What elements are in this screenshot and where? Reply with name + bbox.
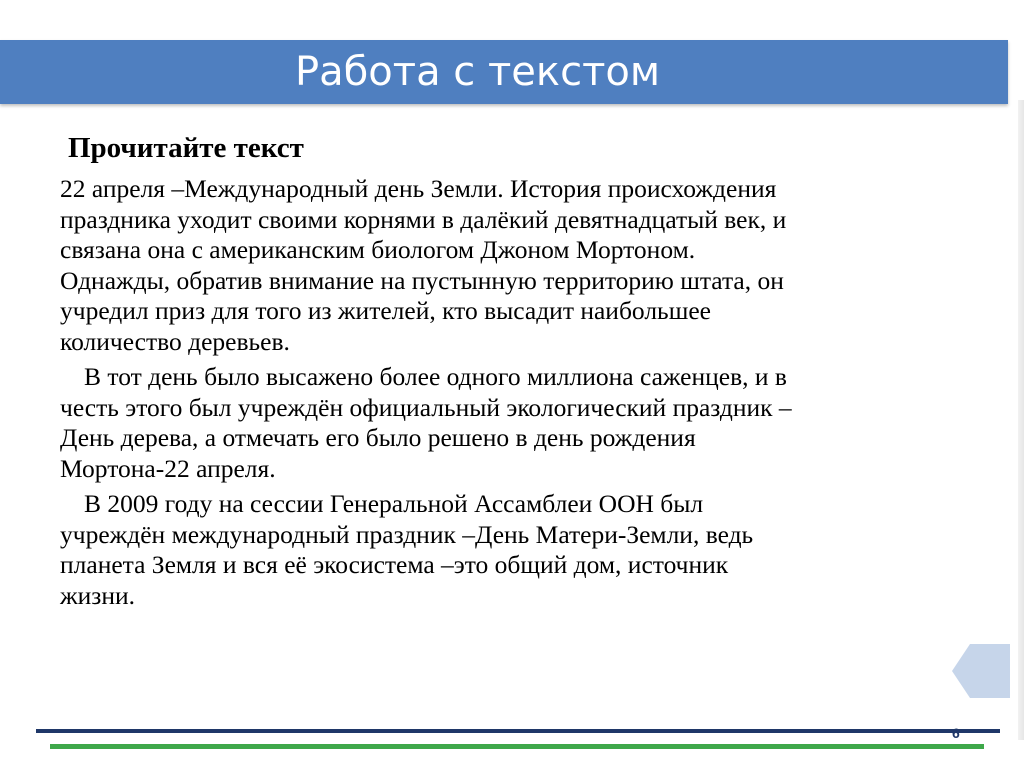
slide-title: Работа с текстом bbox=[295, 49, 661, 95]
text-line: 22 апреля –Международный день Земли. История происхождения bbox=[60, 174, 777, 203]
text-line: учредил приз для того из жителей, кто высадит наибольшее bbox=[60, 296, 711, 325]
text-line: праздника уходит своими корнями в далёкий девятнадцатый век, и bbox=[60, 204, 787, 234]
slide-edge-shadow bbox=[1018, 100, 1024, 740]
paragraph-1 bbox=[60, 174, 960, 357]
footer-line-green bbox=[50, 744, 984, 749]
footer-line-navy bbox=[36, 729, 1000, 733]
paragraph-2 bbox=[60, 362, 960, 484]
text-line: В 2009 году на сессии Генеральной Ассамблеи ООН был bbox=[84, 489, 704, 518]
paragraph-3 bbox=[60, 489, 960, 611]
text-line: Мортона-22 апреля. bbox=[60, 453, 276, 483]
text-line: Однажды, обратив внимание на пустынную территорию штата, он bbox=[60, 265, 784, 295]
arrow-left-icon[interactable] bbox=[950, 640, 1010, 702]
text-body bbox=[60, 174, 960, 616]
page-number: 6 bbox=[952, 725, 960, 741]
text-line: планета Земля и вся её экосистема –это общий дом, источник bbox=[60, 550, 729, 579]
subheading: Прочитайте текст bbox=[68, 132, 304, 164]
text-line: В тот день было высажено более одного миллиона саженцев, и в bbox=[84, 362, 787, 391]
text-line: учреждён международный праздник –День Матери-Земли, ведь bbox=[60, 519, 754, 549]
text-line: связана она с американским биологом Джоном Мортоном. bbox=[60, 235, 696, 264]
text-line: жизни. bbox=[60, 580, 136, 610]
text-line: количество деревьев. bbox=[60, 326, 290, 356]
text-line: День дерева, а отмечать его было решено в день рождения bbox=[60, 423, 696, 452]
text-line: честь этого был учреждён официальный экологический праздник – bbox=[60, 392, 792, 422]
title-bar bbox=[0, 40, 1008, 104]
